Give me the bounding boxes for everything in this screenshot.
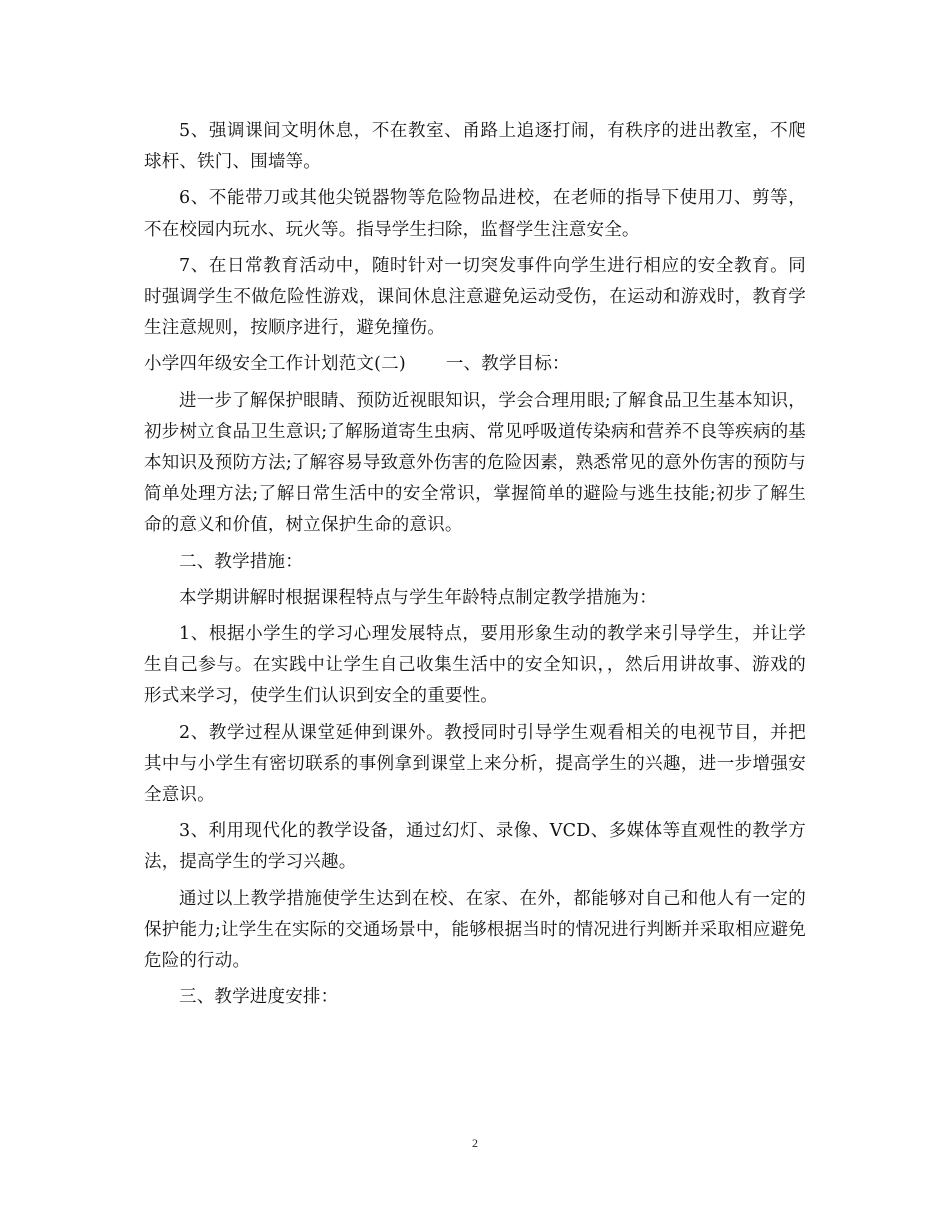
objectives-paragraph: 进一步了解保护眼睛、预防近视眼知识，学会合理用眼;了解食品卫生基本知识，初步树立食品卫生意识;了解肠道寄生虫病、常见呼吸道传染病和营养不良等疾病的基本知识及预防方法;了解容易导致意外伤害的危险因素，熟悉常见的意外伤害的预防与简单处理方法;了解日常生活中的安全常识，掌握简单的避险与逃生技能;初步了解生命的意义和价值，树立保护生命的意识。 — [144, 390, 806, 536]
section-title: 小学四年级安全工作计划范文(二) — [144, 354, 406, 375]
paragraph-item-5: 5、强调课间文明休息，不在教室、甬路上追逐打闹，有秩序的进出教室，不爬球杆、铁门、围墙等。 — [144, 121, 806, 173]
section-heading-line — [144, 349, 806, 380]
document-body — [144, 116, 806, 1018]
measures-summary: 通过以上教学措施使学生达到在校、在家、在外，都能够对自己和他人有一定的保护能力;让学生在实际的交通场景中，能够根据当时的情况进行判断并采取相应避免危险的行动。 — [144, 888, 806, 972]
measure-item-2: 2、教学过程从课堂延伸到课外。教授同时引导学生观看相关的电视节目，并把其中与小学生有密切联系的事例拿到课堂上来分析，提高学生的兴趣，进一步增强安全意识。 — [144, 722, 806, 806]
measure-item-1: 1、根据小学生的学习心理发展特点，要用形象生动的教学来引导学生，并让学生自己参与。在实践中让学生自己收集生活中的安全知识，，然后用讲故事、游戏的形式来学习，使学生们认识到安全的重要性。 — [144, 624, 806, 707]
objective-heading: 一、教学目标： — [445, 354, 570, 375]
page-number: 2 — [472, 1136, 478, 1150]
measures-heading: 二、教学措施： — [179, 551, 303, 572]
measures-intro: 本学期讲解时根据课程特点与学生年龄特点制定教学措施为： — [179, 587, 657, 608]
paragraph-item-6: 6、不能带刀或其他尖锐器物等危险物品进校，在老师的指导下使用刀、剪等，不在校园内玩水、玩火等。指导学生扫除，监督学生注意安全。 — [144, 188, 806, 240]
paragraph-item-7: 7、在日常教育活动中，随时针对一切突发事件向学生进行相应的安全教育。同时强调学生不做危险性游戏，课间休息注意避免运动受伤，在运动和游戏时，教育学生注意规则，按顺序进行，避免撞伤。 — [144, 255, 806, 339]
schedule-heading: 三、教学进度安排： — [179, 987, 339, 1008]
measure-item-3: 3、利用现代化的教学设备，通过幻灯、录像、VCD、多媒体等直观性的教学方法，提高学生的学习兴趣。 — [144, 821, 806, 873]
